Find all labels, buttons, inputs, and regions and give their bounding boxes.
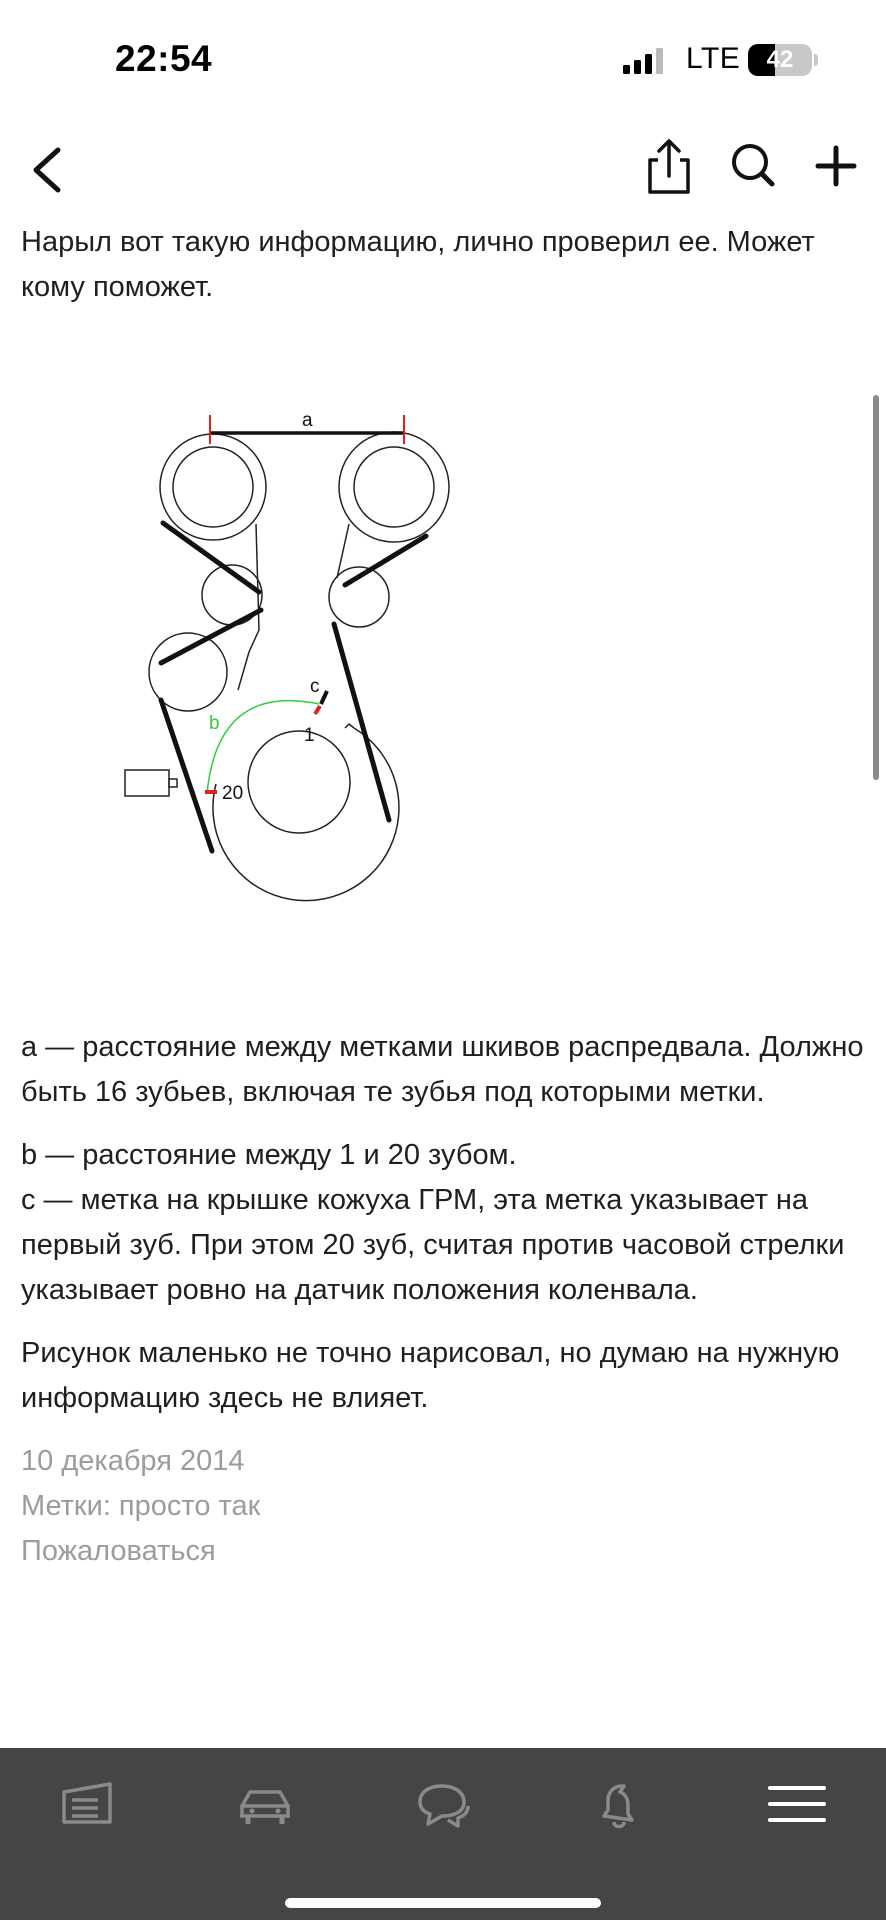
paragraph-c: c — метка на крышке кожуха ГРМ, эта метка указывает на первый зуб. При этом 20 зуб, считая против часовой стрелки указывает ровно на датчик положения коленвала. — [21, 1184, 845, 1306]
report-link[interactable]: Пожаловаться — [21, 1535, 216, 1567]
paragraph-b: b — расстояние между 1 и 20 зубом. — [21, 1139, 517, 1171]
tab-bar — [0, 1748, 886, 1920]
battery-icon — [748, 44, 812, 76]
crank-notch — [345, 724, 354, 728]
logbook-icon[interactable] — [54, 1776, 124, 1836]
signal-icon — [623, 48, 669, 74]
chevron-left-icon[interactable] — [24, 142, 74, 198]
post-tags[interactable]: Метки: просто так — [21, 1490, 261, 1522]
timing-belt-diagram — [21, 310, 866, 1025]
label-20: 20 — [222, 783, 244, 804]
left-cam-hub — [173, 447, 253, 527]
post-date: 10 декабря 2014 — [21, 1445, 245, 1477]
belt-segment-2 — [161, 610, 261, 663]
post-intro: Нарыл вот такую информацию, лично проверил ее. Может кому поможет. — [21, 226, 815, 303]
status-bar — [0, 0, 886, 120]
share-icon[interactable] — [644, 136, 694, 196]
left-cam-pulley — [160, 434, 266, 540]
right-cam-pulley — [339, 432, 449, 542]
battery-level: 42 — [766, 46, 794, 73]
belt-segment-4 — [345, 536, 426, 585]
paragraph-d: Рисунок маленько не точно нарисовал, но думаю на нужную информацию здесь не влияет. — [21, 1337, 840, 1414]
belt-segment-5 — [334, 624, 389, 820]
plus-icon[interactable] — [810, 140, 862, 192]
timing-belt-svg — [21, 310, 866, 1025]
housing-left-edge — [238, 524, 259, 690]
battery-tip — [814, 54, 818, 66]
post-content — [21, 220, 866, 1574]
network-type: LTE — [686, 42, 741, 75]
post-meta — [21, 1439, 866, 1574]
right-cam-hub — [354, 447, 434, 527]
bell-icon[interactable] — [584, 1776, 654, 1836]
label-1: 1 — [304, 725, 315, 746]
chat-icon[interactable] — [408, 1776, 478, 1836]
tooth-1-mark — [315, 706, 320, 714]
label-c: c — [310, 676, 320, 697]
label-b: b — [209, 713, 220, 734]
crank-sensor-tip — [169, 779, 177, 787]
car-icon[interactable] — [230, 1776, 300, 1836]
belt-segment-1 — [163, 523, 259, 592]
cover-mark-c — [321, 691, 327, 704]
crank-hub — [248, 731, 350, 833]
crank-sensor-body — [125, 770, 169, 796]
status-time: 22:54 — [115, 38, 213, 79]
search-icon[interactable] — [728, 140, 780, 192]
menu-icon[interactable] — [762, 1776, 832, 1836]
arc-b — [207, 701, 319, 794]
scrollbar[interactable] — [873, 395, 879, 780]
label-a: a — [302, 410, 313, 431]
home-indicator — [285, 1898, 601, 1908]
paragraph-a: a — расстояние между метками шкивов распредвала. Должно быть 16 зубьев, включая те зубья под которыми метки. — [21, 1031, 864, 1108]
nav-bar — [0, 120, 886, 220]
